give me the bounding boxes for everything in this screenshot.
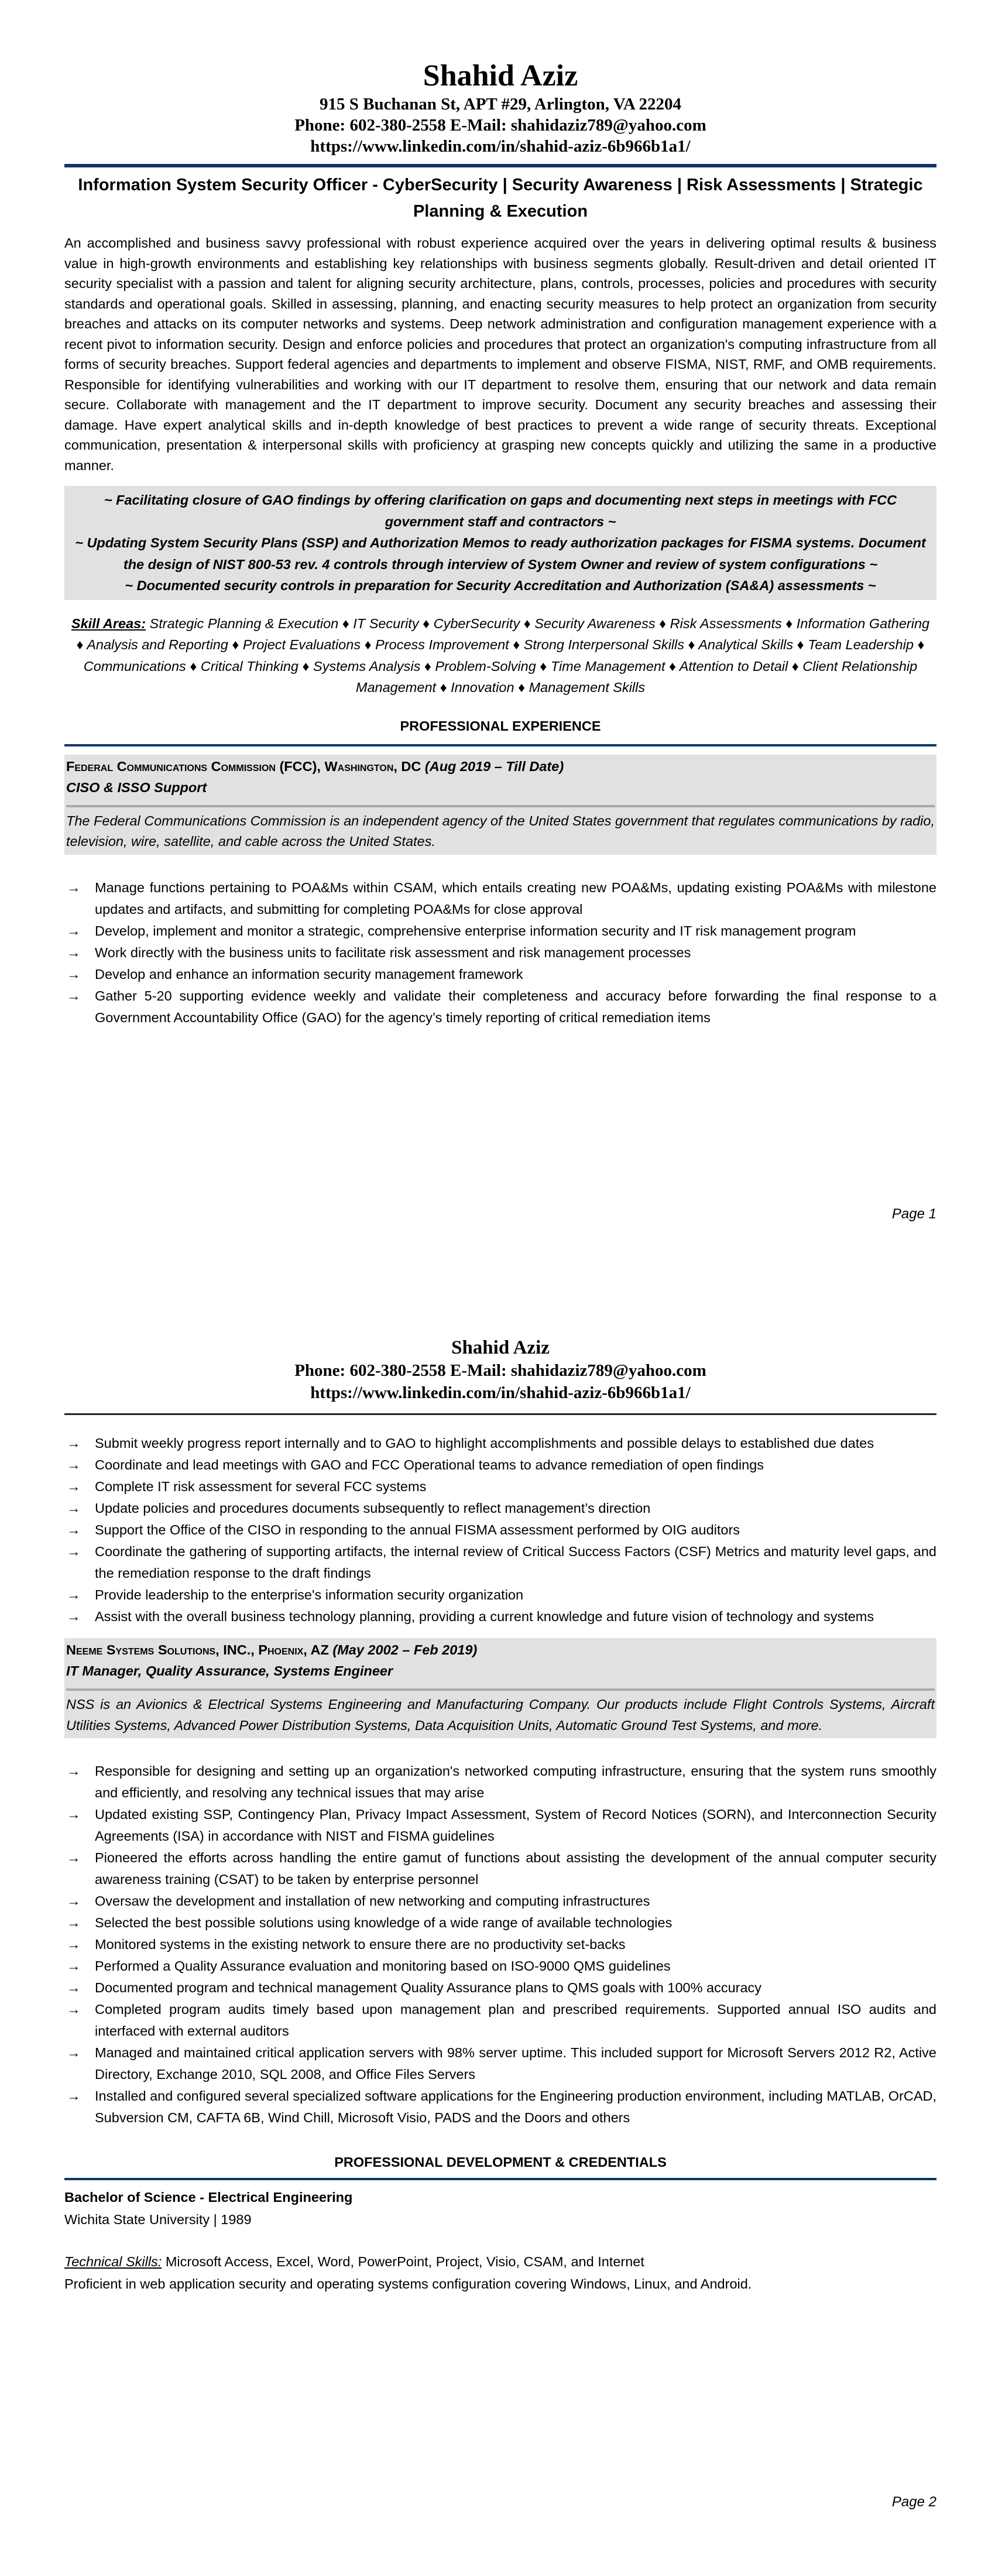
arrow-right-icon: → <box>67 1587 81 1602</box>
arrow-right-icon: → <box>67 879 81 895</box>
arrow-right-icon: → <box>67 1958 81 1974</box>
skill-areas <box>64 613 936 698</box>
highlight-item: ~ Facilitating closure of GAO findings by offering clarification on gaps and documenting next steps in meetings with FCC government staff and contractors ~ <box>104 492 897 529</box>
resume-header <box>64 59 936 157</box>
proficiency-statement: Proficient in web application security and operating systems configuration covering Windows, Linux, and Android. <box>64 2276 752 2291</box>
arrow-right-icon: → <box>67 1544 81 1559</box>
bullet-item: → Submit weekly progress report internally and to GAO to highlight accomplishments and possible delays to established due dates <box>64 1433 936 1454</box>
bullet-item: → Responsible for designing and setting up an organization's networked computing infrastructure, ensuring that the system runs smoothly and efficiently, and resolving any technical issues that may arise <box>64 1760 936 1804</box>
section-title-credentials: PROFESSIONAL DEVELOPMENT & CREDENTIALS <box>334 2154 667 2170</box>
job-description: NSS is an Avionics & Electrical Systems Engineering and Manufacturing Company. Our products include Flight Controls Systems, Aircraft Utilities Systems, Advanced Power Distribution Systems, Data Acquisition Units, Automatic Ground Test Systems, and more. <box>66 1697 935 1733</box>
job-dates: (May 2002 – Feb 2019) <box>332 1642 478 1657</box>
bullet-item: → Develop and enhance an information security management framework <box>64 964 936 985</box>
bullet-item: → Managed and maintained critical application servers with 98% server uptime. This included support for Microsoft Servers 2012 R2, Active Directory, Exchange 2010, SQL 2008, and Office Files Servers <box>64 2042 936 2085</box>
job-organization <box>66 756 935 777</box>
arrow-right-icon: → <box>67 1937 81 1952</box>
arrow-right-icon: → <box>67 988 81 1003</box>
page-number: Page 2 <box>891 2494 936 2510</box>
bullet-item: → Monitored systems in the existing network to ensure there are no productivity set-backs <box>64 1934 936 1955</box>
bullet-item: → Pioneered the efforts across handling the entire gamut of functions about assisting the development of the annual computer security awareness training (CSAT) to be taken by enterprise personnel <box>64 1847 936 1890</box>
highlight-item: ~ Documented security controls in preparation for Security Accreditation and Authorization (SA&A) assessments ~ <box>125 578 876 593</box>
arrow-right-icon: → <box>67 966 81 982</box>
bullet-item: → Complete IT risk assessment for several FCC systems <box>64 1476 936 1498</box>
bullet-item: → Performed a Quality Assurance evaluation and monitoring based on ISO-9000 QMS guidelines <box>64 1955 936 1977</box>
skill-areas-list: Strategic Planning & Execution ♦ IT Security ♦ CyberSecurity ♦ Security Awareness ♦ Risk Assessments ♦ Information Gathering ♦ Analysis and Reporting ♦ Project Evaluations ♦ Process Improvement ♦ Strong Interpersonal Skills ♦ Analytical Skills ♦ Team Leadership ♦ Communications ♦ Critical Thinking ♦ Systems Analysis ♦ Problem-Solving ♦ Time Management ♦ Attention to Detail ♦ Client Relationship Management ♦ Innovation ♦ Management Skills <box>76 615 930 695</box>
bullet-item: → Develop, implement and monitor a strategic, comprehensive enterprise information security and IT risk management program <box>64 920 936 942</box>
bullet-item: → Update policies and procedures documents subsequently to reflect management’s direction <box>64 1498 936 1519</box>
bullet-item: → Work directly with the business units to facilitate risk assessment and risk management processes <box>64 942 936 964</box>
arrow-right-icon: → <box>67 1850 81 1865</box>
page-1-content <box>64 59 936 1029</box>
job-divider <box>66 805 935 807</box>
arrow-right-icon: → <box>67 1479 81 1494</box>
job-bullets-neeme <box>64 1760 936 2129</box>
bullet-item: → Manage functions pertaining to POA&Ms within CSAM, which entails creating new POA&Ms, updating existing POA&Ms with milestone updates and artifacts, and submitting for completing POA&Ms for close approval <box>64 877 936 920</box>
arrow-right-icon: → <box>67 1915 81 1930</box>
bullet-item: → Updated existing SSP, Contingency Plan, Privacy Impact Assessment, System of Record Notices (SORN), and Interconnection Security Agreements (ISA) in accordance with NIST and FISMA guidelines <box>64 1804 936 1847</box>
arrow-right-icon: → <box>67 1807 81 1822</box>
arrow-right-icon: → <box>67 2002 81 2017</box>
job-description: The Federal Communications Commission is an independent agency of the United States government that regulates communications by radio, television, wire, satellite, and cable across the United States. <box>66 813 935 849</box>
contact-line: Phone: 602-380-2558 E-Mail: shahidaziz789@yahoo.com <box>294 116 706 135</box>
organization-name: Federal Communications Commission (FCC), Washington, DC <box>66 758 425 774</box>
bullet-item: → Coordinate and lead meetings with GAO and FCC Operational teams to advance remediation of open findings <box>64 1454 936 1476</box>
job-organization <box>66 1639 935 1660</box>
page-number: Page 1 <box>891 1206 936 1222</box>
job-header-fcc <box>64 755 936 855</box>
arrow-right-icon: → <box>67 1609 81 1624</box>
address: 915 S Buchanan St, APT #29, Arlington, VA 22204 <box>319 95 682 114</box>
bullet-item: → Selected the best possible solutions using knowledge of a wide range of available technologies <box>64 1912 936 1934</box>
arrow-right-icon: → <box>67 1522 81 1537</box>
candidate-name: Shahid Aziz <box>451 1337 550 1358</box>
arrow-right-icon: → <box>67 1436 81 1451</box>
page-2-content <box>64 1336 936 2295</box>
bullet-item: → Completed program audits timely based upon management plan and prescribed requirements. Supported annual ISO audits and interfaced with external auditors <box>64 1999 936 2042</box>
arrow-right-icon: → <box>67 1893 81 1909</box>
job-bullets-fcc-page1 <box>64 877 936 1029</box>
bullet-item: → Gather 5-20 supporting evidence weekly and validate their completeness and accuracy before forwarding the final response to a Government Accountability Office (GAO) for the agency’s timely reporting of critical remediation items <box>64 985 936 1029</box>
section-rule <box>64 744 936 746</box>
technical-skills <box>64 2250 936 2273</box>
arrow-right-icon: → <box>67 1457 81 1472</box>
page-2 <box>0 1288 995 2576</box>
contact-line: Phone: 602-380-2558 E-Mail: shahidaziz789@yahoo.com <box>294 1361 706 1380</box>
job-divider <box>66 1688 935 1691</box>
arrow-right-icon: → <box>67 1763 81 1779</box>
header-rule <box>64 164 936 167</box>
bullet-item: → Installed and configured several specialized software applications for the Engineering production environment, including MATLAB, OrCAD, Subversion CM, CAFTA 6B, Wind Chill, Microsoft Visio, PADS and the Doors and others <box>64 2085 936 2129</box>
technical-skills-list: Microsoft Access, Excel, Word, PowerPoint, Project, Visio, CSAM, and Internet <box>162 2254 644 2269</box>
header-rule <box>64 1413 936 1415</box>
summary-paragraph: An accomplished and business savvy professional with robust experience acquired over the years in delivering optimal results & business value in high-growth environments and establishing key relationships with business segments globally. Result-driven and detail oriented IT security specialist with a passion and talent for aligning security architecture, plans, controls, processes, policies and procedures with security standards and operational goals. Skilled in assessing, planning, and enacting security measures to help protect an organization from security breaches and attacks on its computer networks and systems. Deep network administration and configuration management experience with a recent pivot to information security. Design and enforce policies and procedures that protect an organization's computing infrastructure from all forms of security breaches. Support federal agencies and departments to implement and observe FISMA, NIST, RMF, and OMB requirements. Responsible for identifying vulnerabilities and working with our IT department to resolve them, ensuring that our network and data remain secure. Collaborate with management and the IT department to improve security. Document any security breaches and assessing their damage. Have expert analytical skills and in-depth knowledge of best practices to prevent a wide range of security threats. Exceptional communication, presentation & interpersonal skills with proficiency at grasping new concepts quickly and utilizing the same in a productive manner. <box>64 235 936 473</box>
bullet-item: → Assist with the overall business technology planning, providing a current knowledge and future vision of technology and systems <box>64 1606 936 1628</box>
bullet-item: → Coordinate the gathering of supporting artifacts, the internal review of Critical Success Factors (CSF) Metrics and maturity level gaps, and the remediation response to the draft findings <box>64 1541 936 1584</box>
bullet-item: → Support the Office of the CISO in responding to the annual FISMA assessment performed by OIG auditors <box>64 1519 936 1541</box>
organization-name: Neeme Systems Solutions, INC., Phoenix, AZ <box>66 1642 333 1657</box>
linkedin-link[interactable]: https://www.linkedin.com/in/shahid-aziz-6b966b1a1/ <box>310 1383 691 1402</box>
job-role: CISO & ISSO Support <box>66 779 207 795</box>
highlights-box <box>64 486 936 600</box>
arrow-right-icon: → <box>67 1501 81 1516</box>
arrow-right-icon: → <box>67 944 81 960</box>
professional-headline: Information System Security Officer - CyberSecurity | Security Awareness | Risk Assessments | Strategic Planning & Execution <box>78 176 923 221</box>
section-title-experience: PROFESSIONAL EXPERIENCE <box>400 718 601 734</box>
arrow-right-icon: → <box>67 2045 81 2060</box>
arrow-right-icon: → <box>67 2088 81 2104</box>
arrow-right-icon: → <box>67 1980 81 1995</box>
arrow-right-icon: → <box>67 923 81 938</box>
school: Wichita State University | 1989 <box>64 2212 252 2227</box>
job-header-neeme <box>64 1638 936 1738</box>
job-role: IT Manager, Quality Assurance, Systems Engineer <box>66 1663 393 1678</box>
bullet-item: → Oversaw the development and installation of new networking and computing infrastructures <box>64 1890 936 1912</box>
skill-areas-label: Skill Areas: <box>71 615 146 631</box>
technical-skills-label: Technical Skills: <box>64 2254 162 2269</box>
job-dates: (Aug 2019 – Till Date) <box>424 758 564 774</box>
bullet-item: → Provide leadership to the enterprise's information security organization <box>64 1584 936 1606</box>
job-bullets-fcc-page2 <box>64 1433 936 1628</box>
section-rule <box>64 2178 936 2180</box>
bullet-item: → Documented program and technical management Quality Assurance plans to QMS goals with 100% accuracy <box>64 1977 936 1999</box>
linkedin-link[interactable]: https://www.linkedin.com/in/shahid-aziz-6b966b1a1/ <box>310 137 691 156</box>
resume-header-continued <box>64 1336 936 1404</box>
highlight-item: ~ Updating System Security Plans (SSP) and Authorization Memos to ready authorization packages for FISMA systems. Document the design of NIST 800-53 rev. 4 controls through interview of System Owner and review of system configurations ~ <box>75 535 926 572</box>
degree: Bachelor of Science - Electrical Engineering <box>64 2190 353 2205</box>
candidate-name: Shahid Aziz <box>423 59 578 93</box>
